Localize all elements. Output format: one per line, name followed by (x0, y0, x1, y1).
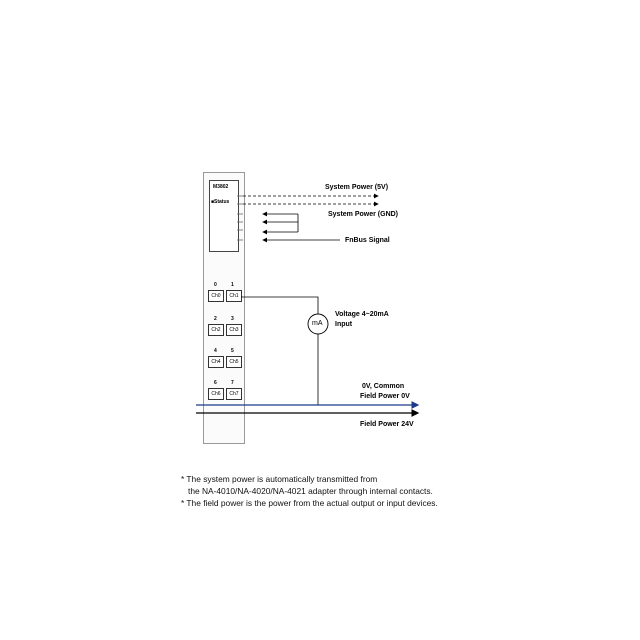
voltage-input-label-line1: Voltage 4~20mA (335, 311, 389, 318)
channel-box-ch0: Ch0 (208, 290, 224, 302)
channel-number-0: 0 (214, 282, 217, 288)
field-power-24v-label: Field Power 24V (360, 421, 414, 428)
module-status-label: ■Status (211, 199, 230, 205)
terminal-stubs (237, 196, 243, 240)
channel-box-ch3: Ch3 (226, 324, 242, 336)
ma-meter-label: mA (312, 320, 323, 327)
channel-number-3: 3 (231, 316, 234, 322)
channel-number-5: 5 (231, 348, 234, 354)
ma-loop-wire (241, 297, 318, 314)
note-1-line-2: the NA-4010/NA-4020/NA-4021 adapter through internal contacts. (188, 486, 433, 496)
note-1-line-1: * The system power is automatically transmitted from (181, 474, 378, 484)
channel-box-ch6: Ch6 (208, 388, 224, 400)
common-label-line2: Field Power 0V (360, 393, 410, 400)
system-power-gnd-label: System Power (GND) (328, 211, 399, 218)
channel-box-ch7: Ch7 (226, 388, 242, 400)
module-model-label: M3802 (213, 184, 229, 190)
channel-box-ch4: Ch4 (208, 356, 224, 368)
channel-number-4: 4 (214, 348, 217, 354)
common-label-line1: 0V, Common (362, 383, 405, 390)
channel-number-7: 7 (231, 380, 234, 386)
channel-box-ch5: Ch5 (226, 356, 242, 368)
voltage-input-label-line2: Input (335, 321, 353, 328)
fnbus-signal-label: FnBus Signal (345, 237, 390, 244)
system-power-5v-label: System Power (5V) (325, 184, 389, 191)
channel-box-ch2: Ch2 (208, 324, 224, 336)
note-2: * The field power is the power from the actual output or input devices. (181, 498, 438, 508)
channel-number-6: 6 (214, 380, 217, 386)
channel-box-ch1: Ch1 (226, 290, 242, 302)
channel-number-2: 2 (214, 316, 217, 322)
channel-number-1: 1 (231, 282, 234, 288)
